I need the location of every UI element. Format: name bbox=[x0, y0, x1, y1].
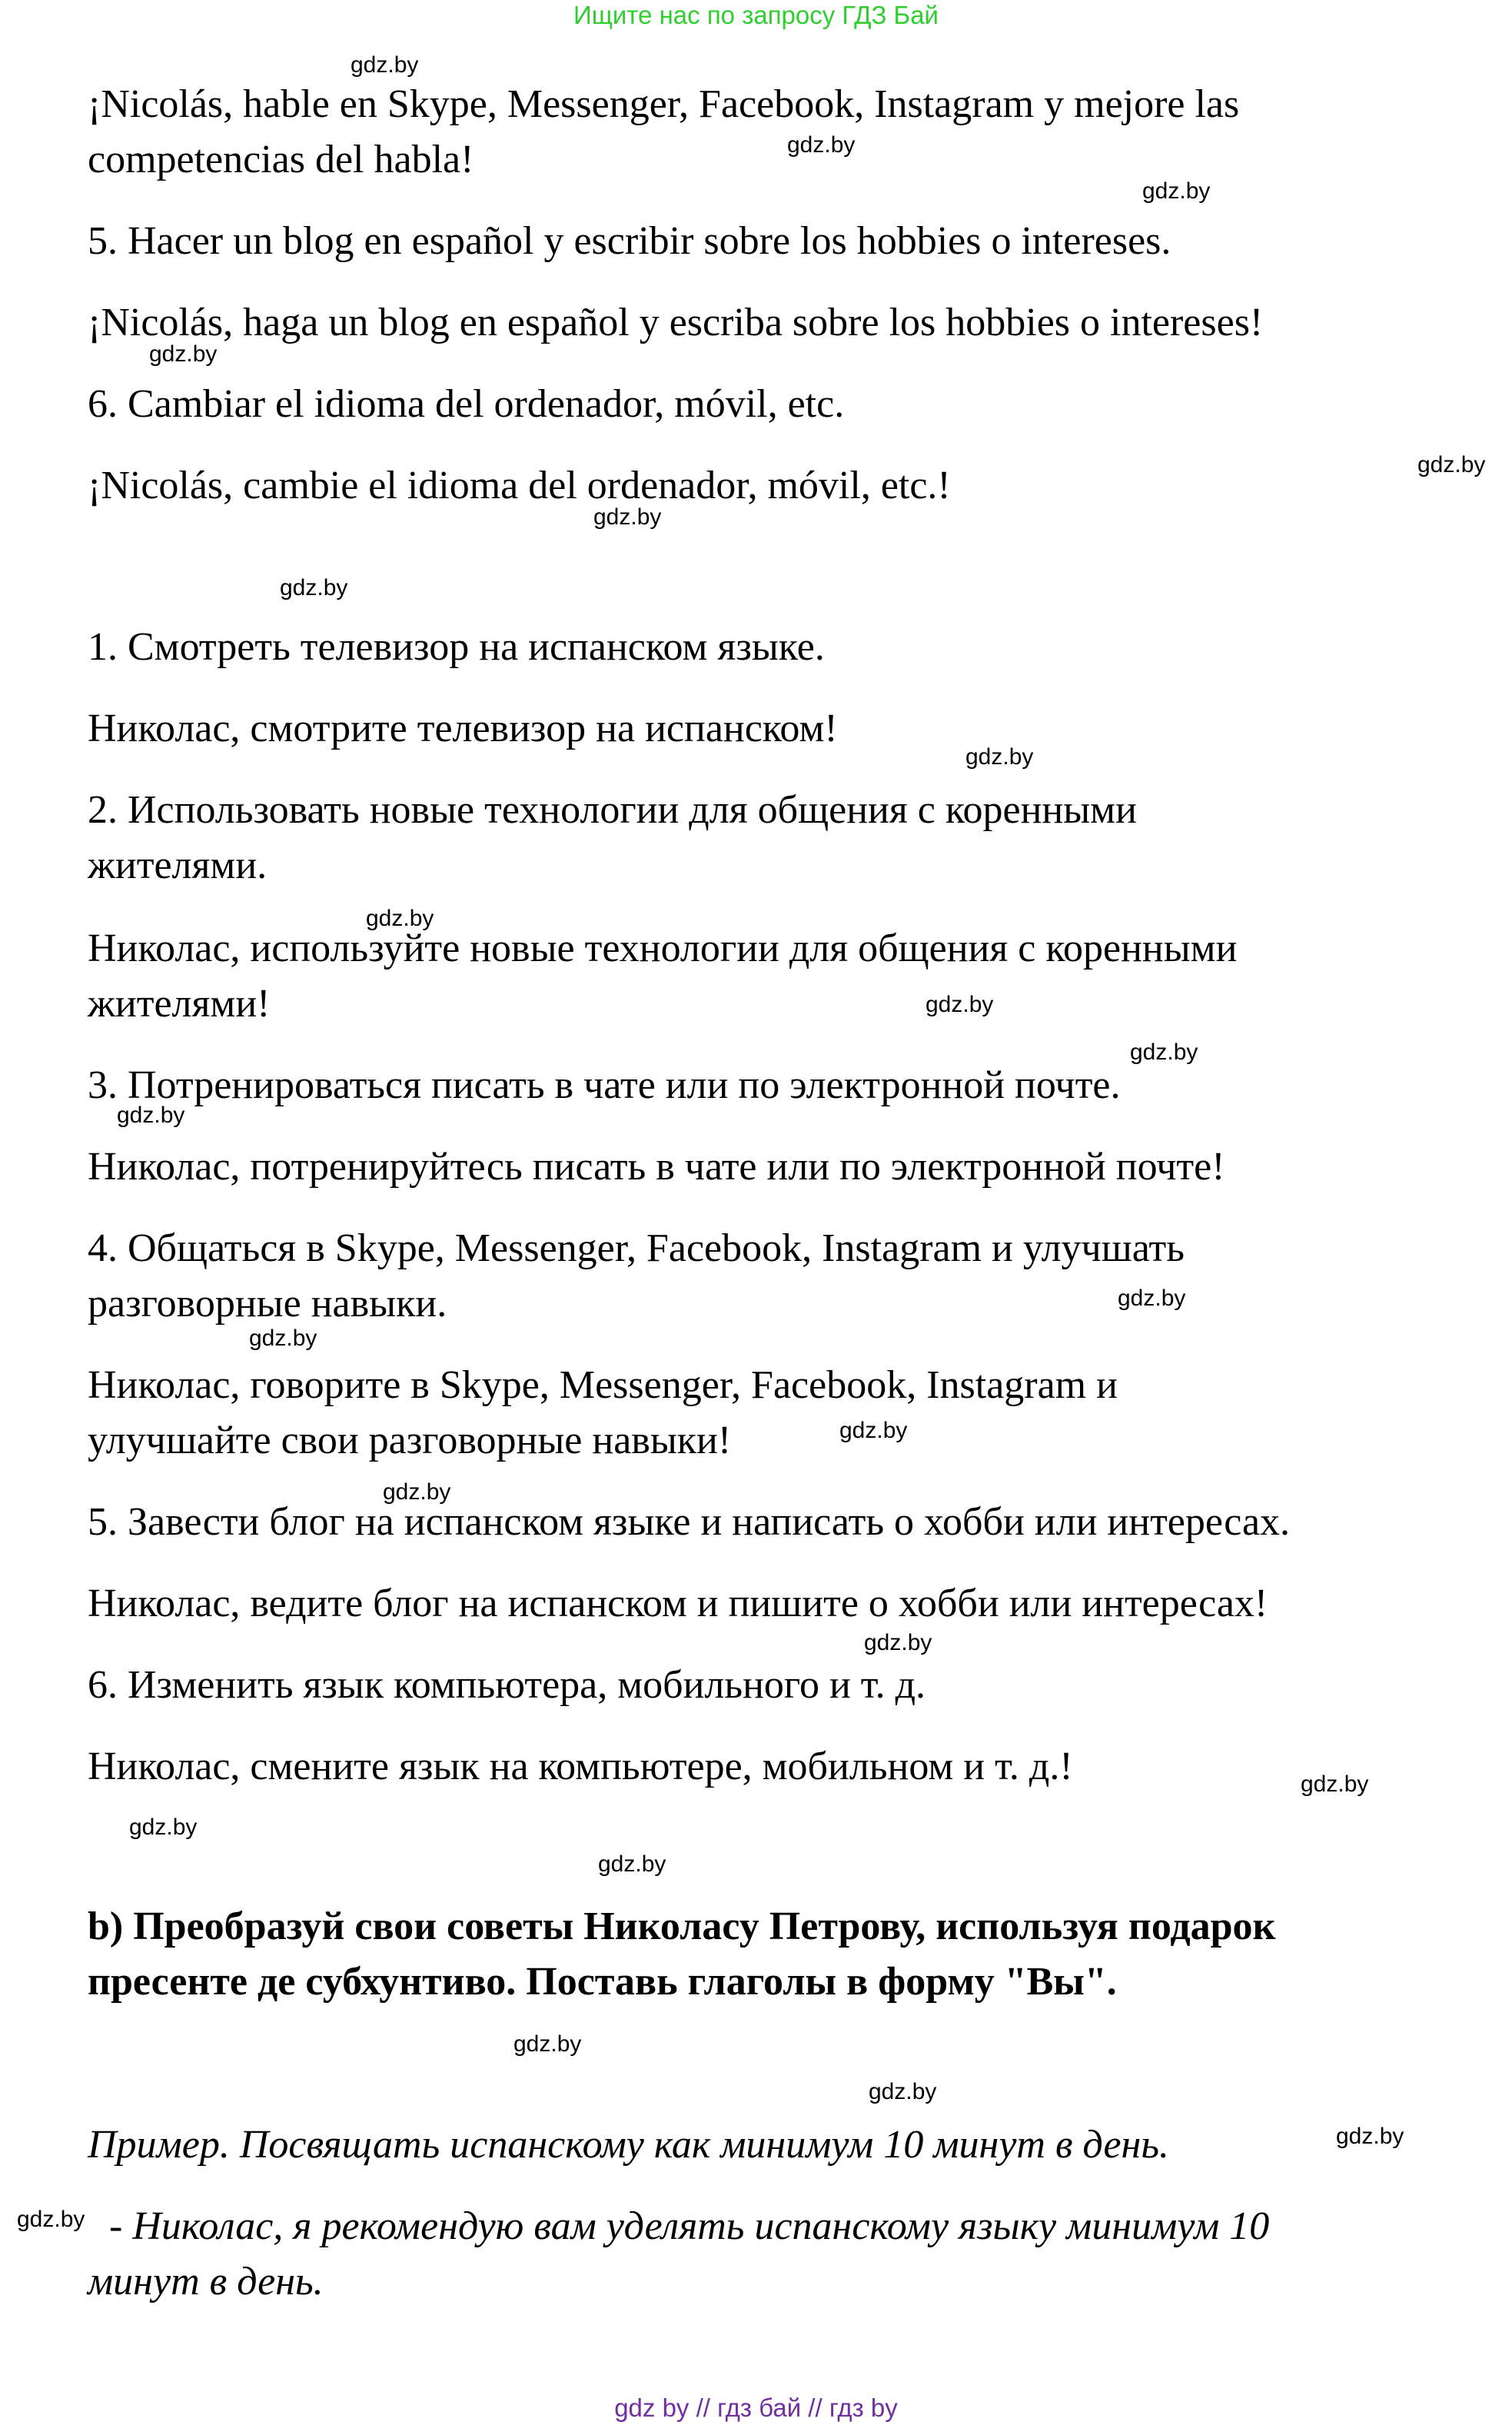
watermark: gdz.by bbox=[366, 906, 434, 931]
watermark: gdz.by bbox=[280, 575, 348, 600]
russian-line: Николас, смените язык на компьютере, мобильном и т. д.! bbox=[88, 1745, 1073, 1788]
russian-line: жителями. bbox=[88, 843, 268, 887]
example-line: - Николас, я рекомендую вам уделять испанскому языку минимум 10 bbox=[109, 2204, 1270, 2248]
spanish-line: competencias del habla! bbox=[88, 138, 474, 181]
russian-line: жителями! bbox=[88, 982, 271, 1026]
russian-line: 6. Изменить язык компьютера, мобильного и т. д. bbox=[88, 1663, 926, 1707]
watermark: gdz.by bbox=[351, 52, 419, 78]
watermark: gdz.by bbox=[117, 1103, 185, 1128]
watermark: gdz.by bbox=[249, 1326, 317, 1351]
watermark: gdz.by bbox=[787, 132, 856, 158]
task-heading: пресенте де субхунтиво. Поставь глаголы в форму "Вы". bbox=[88, 1960, 1117, 2004]
watermark: gdz.by bbox=[513, 2031, 582, 2057]
spanish-line: 6. Cambiar el idioma del ordenador, móvil, etc. bbox=[88, 382, 845, 426]
watermark: gdz.by bbox=[864, 1630, 932, 1655]
russian-line: разговорные навыки. bbox=[88, 1282, 447, 1326]
watermark: gdz.by bbox=[593, 504, 662, 530]
spanish-line: ¡Nicolás, hable en Skype, Messenger, Facebook, Instagram y mejore las bbox=[88, 82, 1240, 126]
watermark: gdz.by bbox=[1130, 1040, 1198, 1065]
russian-line: 2. Использовать новые технологии для общения с коренными bbox=[88, 788, 1137, 832]
russian-line: Николас, ведите блог на испанском и пишите о хобби или интересах! bbox=[88, 1582, 1268, 1625]
site-banner[interactable]: Ищите нас по запросу ГДЗ Бай bbox=[573, 1, 939, 29]
russian-line: Николас, используйте новые технологии для общения с коренными bbox=[88, 926, 1238, 970]
spanish-line: 5. Hacer un blog en español y escribir sobre los hobbies o intereses. bbox=[88, 219, 1171, 263]
watermark: gdz.by bbox=[869, 2079, 937, 2104]
russian-line: улучшайте свои разговорные навыки! bbox=[88, 1419, 732, 1462]
example-line: Пример. Посвящать испанскому как минимум 10 минут в день. bbox=[88, 2123, 1170, 2167]
russian-line: Николас, смотрите телевизор на испанском! bbox=[88, 707, 838, 750]
example-line: минут в день. bbox=[88, 2260, 324, 2304]
russian-line: 3. Потренироваться писать в чате или по электронной почте. bbox=[88, 1063, 1121, 1107]
watermark: gdz.by bbox=[598, 1851, 666, 1877]
task-heading: b) Преобразуй свои советы Николасу Петрову, используя подарок bbox=[88, 1904, 1276, 1948]
watermark: gdz.by bbox=[965, 744, 1034, 770]
russian-line: Николас, потренируйтесь писать в чате или по электронной почте! bbox=[88, 1145, 1225, 1189]
watermark: gdz.by bbox=[925, 992, 994, 1017]
watermark: gdz.by bbox=[149, 341, 218, 367]
russian-line: 1. Смотреть телевизор на испанском языке. bbox=[88, 625, 825, 669]
watermark: gdz.by bbox=[1118, 1286, 1186, 1311]
watermark: gdz.by bbox=[17, 2207, 85, 2232]
watermark: gdz.by bbox=[129, 1815, 198, 1840]
watermark: gdz.by bbox=[1417, 452, 1486, 477]
spanish-line: ¡Nicolás, cambie el idioma del ordenador, móvil, etc.! bbox=[88, 464, 951, 507]
watermark: gdz.by bbox=[383, 1479, 451, 1505]
russian-line: 5. Завести блог на испанском языке и написать о хобби или интересах. bbox=[88, 1500, 1291, 1544]
watermark: gdz.by bbox=[1336, 2124, 1404, 2149]
spanish-line: ¡Nicolás, haga un blog en español y escriba sobre los hobbies o intereses! bbox=[88, 301, 1264, 344]
watermark: gdz.by bbox=[1301, 1771, 1369, 1797]
site-footer-links[interactable]: gdz by // гдз бай // гдз by bbox=[614, 2393, 898, 2422]
russian-line: 4. Общаться в Skype, Messenger, Facebook, Instagram и улучшать bbox=[88, 1226, 1185, 1270]
russian-line: Николас, говорите в Skype, Messenger, Facebook, Instagram и bbox=[88, 1363, 1118, 1407]
watermark: gdz.by bbox=[1142, 178, 1211, 204]
watermark: gdz.by bbox=[839, 1418, 908, 1443]
